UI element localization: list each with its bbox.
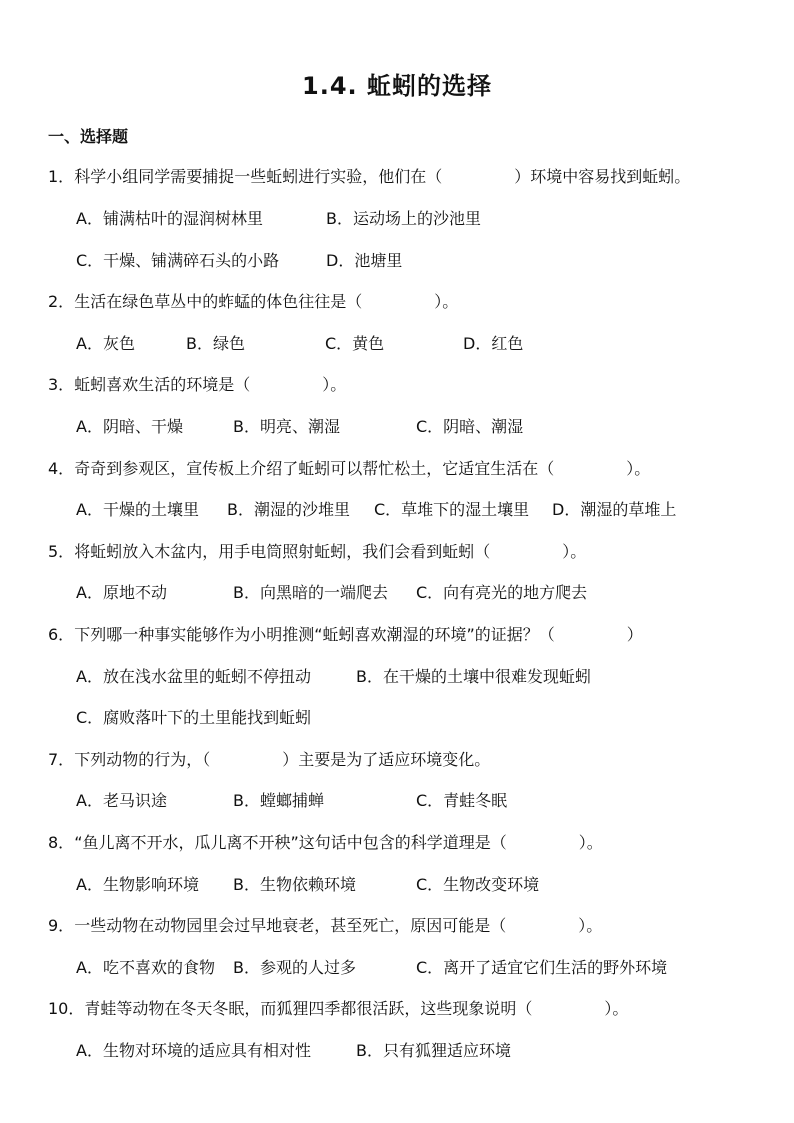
option-b: B．运动场上的沙池里 <box>326 209 481 228</box>
option-b: B．绿色 <box>186 334 245 353</box>
option-b: B．在干燥的土壤中很难发现蚯蚓 <box>356 667 591 686</box>
question-text: 科学小组同学需要捕捉一些蚯蚓进行实验，他们在（ <box>74 167 443 186</box>
option-b: B．螳螂捕蝉 <box>233 791 324 810</box>
option-c: C．离开了适宜它们生活的野外环境 <box>416 958 668 977</box>
question-text: 生活在绿色草丛中的蚱蜢的体色往往是（ <box>74 292 363 311</box>
option-a: A．灰色 <box>76 334 135 353</box>
question-number: 2． <box>48 292 75 311</box>
option-d: D．潮湿的草堆上 <box>552 500 677 519</box>
option-c: C．青蛙冬眠 <box>416 791 508 810</box>
question-text-end: ）。 <box>578 833 603 852</box>
question-text: 下列哪一种事实能够作为小明推测“蚯蚓喜欢潮湿的环境”的证据？（ <box>74 625 555 644</box>
option-c: C．黄色 <box>325 334 385 353</box>
question-7 <box>48 747 490 770</box>
option-a: A．生物影响环境 <box>76 875 199 894</box>
question-number: 5． <box>48 542 75 561</box>
option-c: C．干燥、铺满碎石头的小路 <box>76 251 280 270</box>
question-text-end: ）。 <box>626 459 651 478</box>
question-text-end: ）主要是为了适应环境变化。 <box>282 750 491 769</box>
question-text: “鱼儿离不开水，瓜儿离不开秧”这句话中包含的科学道理是（ <box>74 833 507 852</box>
question-3 <box>48 372 346 395</box>
question-1 <box>48 164 690 187</box>
question-10 <box>48 996 628 1019</box>
option-a: A．铺满枯叶的湿润树林里 <box>76 209 263 228</box>
option-a: A．老马识途 <box>76 791 167 810</box>
option-b: B．潮湿的沙堆里 <box>227 500 350 519</box>
question-text-end: ）。 <box>562 542 587 561</box>
question-9 <box>48 913 602 936</box>
option-a: A．吃不喜欢的食物 <box>76 958 215 977</box>
question-text-end: ）。 <box>578 916 603 935</box>
option-c: C．草堆下的湿土壤里 <box>374 500 530 519</box>
option-d: D．池塘里 <box>326 251 403 270</box>
question-number: 3． <box>48 375 75 394</box>
question-text: 将蚯蚓放入木盆内，用手电筒照射蚯蚓，我们会看到蚯蚓（ <box>74 542 491 561</box>
option-a: A．放在浅水盆里的蚯蚓不停扭动 <box>76 667 311 686</box>
question-number: 8． <box>48 833 75 852</box>
page-title: 1.4. 蚯蚓的选择 <box>302 72 492 100</box>
option-b: B．向黑暗的一端爬去 <box>233 583 388 602</box>
question-number: 9． <box>48 916 75 935</box>
option-d: D．红色 <box>463 334 524 353</box>
question-text: 蚯蚓喜欢生活的环境是（ <box>74 375 251 394</box>
option-a: A．干燥的土壤里 <box>76 500 199 519</box>
option-a: A．原地不动 <box>76 583 167 602</box>
question-5 <box>48 539 586 562</box>
option-c: C．生物改变环境 <box>416 875 540 894</box>
question-number: 4． <box>48 459 75 478</box>
question-text-end: ）环境中容易找到蚯蚓。 <box>514 167 691 186</box>
question-text: 一些动物在动物园里会过早地衰老，甚至死亡，原因可能是（ <box>74 916 507 935</box>
question-2 <box>48 289 458 312</box>
option-b: B．生物依赖环境 <box>233 875 356 894</box>
question-text-end: ）。 <box>604 999 629 1018</box>
question-number: 7． <box>48 750 75 769</box>
option-a: A．阴暗、干燥 <box>76 417 183 436</box>
question-number: 1． <box>48 167 75 186</box>
section-heading: 一、选择题 <box>48 127 129 146</box>
question-text: 下列动物的行为，（ <box>74 750 211 769</box>
option-c: C．阴暗、潮湿 <box>416 417 524 436</box>
option-b: B．明亮、潮湿 <box>233 417 340 436</box>
option-c: C．腐败落叶下的土里能找到蚯蚓 <box>76 708 312 727</box>
question-text-end: ） <box>626 625 643 644</box>
question-text-end: ）。 <box>322 375 347 394</box>
option-a: A．生物对环境的适应具有相对性 <box>76 1041 311 1060</box>
question-6 <box>48 622 643 645</box>
option-b: B．参观的人过多 <box>233 958 356 977</box>
question-text: 青蛙等动物在冬天冬眠，而狐狸四季都很活跃，这些现象说明（ <box>84 999 533 1018</box>
question-number: 6． <box>48 625 75 644</box>
question-text-end: ）。 <box>434 292 459 311</box>
question-text: 奇奇到参观区，宣传板上介绍了蚯蚓可以帮忙松土，它适宜生活在（ <box>74 459 555 478</box>
question-number: 10． <box>48 999 85 1018</box>
option-b: B．只有狐狸适应环境 <box>356 1041 511 1060</box>
option-c: C．向有亮光的地方爬去 <box>416 583 588 602</box>
question-8 <box>48 830 603 853</box>
question-4 <box>48 456 650 479</box>
